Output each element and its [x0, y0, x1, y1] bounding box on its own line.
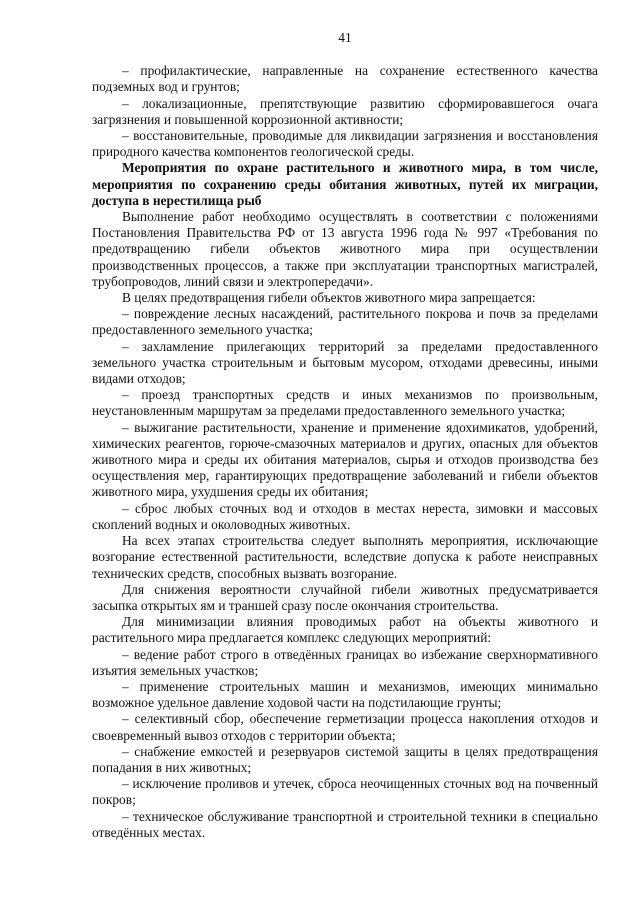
- paragraph: – восстановительные, проводимые для ликвидации загрязнения и восстановления природного качества компонентов геологической среды.: [92, 128, 598, 160]
- paragraph: – применение строительных машин и механизмов, имеющих минимально возможное удельное давление ходовой части на подстилающие грунты;: [92, 678, 598, 711]
- paragraph: – сброс любых сточных вод и отходов в местах нереста, зимовки и массовых скоплений водных и околоводных животных.: [92, 500, 598, 532]
- paragraph: – захламление прилегающих территорий за пределами предоставленного земельного участка строительным и бытовым мусором, отходами древесины, иными видами отходов;: [92, 338, 598, 387]
- paragraph: – исключение проливов и утечек, сброса неочищенных сточных вод на почвенный покров;: [92, 776, 598, 808]
- paragraph: – снабжение емкостей и резервуаров системой защиты в целях предотвращения попадания в них животных;: [92, 743, 598, 775]
- paragraph: – выжигание растительности, хранение и применение ядохимикатов, удобрений, химических реагентов, горюче-смазочных материалов и других, опасных для объектов животного мира и среды их обитания материалов, сырья и отходов производства без осуществления мер, гарантирующих предотвращение заболеваний и гибели объектов животного мира, ухудшения среды их обитания;: [92, 419, 598, 500]
- paragraph: Выполнение работ необходимо осуществлять в соответствии с положениями Постановления Правительства РФ от 13 августа 1996 года № 997 «Требования по предотвращению гибели объектов животного мира при осуществлении производственных процессов, а также при эксплуатации транспортных магистралей, трубопроводов, линий связи и электропередачи».: [92, 209, 598, 289]
- paragraph: Для минимизации влияния проводимых работ на объекты животного и растительного мира предлагается комплекс следующих мероприятий:: [92, 614, 598, 646]
- document-body: [92, 63, 598, 841]
- paragraph: Для снижения вероятности случайной гибели животных предусматривается засыпка открытых ям и траншей сразу после окончания строительства.: [92, 581, 598, 613]
- section-heading: Мероприятия по охране растительного и животного мира, в том числе, мероприятия по сохранению среды обитания животных, путей их миграции, доступа в нерестилища рыб: [92, 160, 598, 208]
- paragraph: – профилактические, направленные на сохранение естественного качества подземных вод и грунтов;: [92, 63, 598, 95]
- paragraph: На всех этапах строительства следует выполнять мероприятия, исключающие возгорание естественной растительности, вследствие допуска к работе неисправных технических средств, способных вызвать возгорание.: [92, 533, 598, 581]
- paragraph: – техническое обслуживание транспортной и строительной техники в специально отведённых местах.: [92, 808, 598, 840]
- paragraph: В целях предотвращения гибели объектов животного мира запрещается:: [122, 290, 536, 306]
- paragraph: – селективный сбор, обеспечение герметизации процесса накопления отходов и своевременный вывоз отходов с территории объекта;: [92, 711, 598, 743]
- page-number: 41: [338, 30, 352, 45]
- paragraph: – повреждение лесных насаждений, растительного покрова и почв за пределами предоставленного земельного участка;: [92, 306, 598, 338]
- paragraph: – проезд транспортных средств и иных механизмов по произвольным, неустановленным маршрутам за пределами предоставленного земельного участка;: [92, 387, 598, 419]
- document-page: [92, 30, 598, 841]
- paragraph: – ведение работ строго в отведённых границах во избежание сверхнормативного изъятия земельных участков;: [92, 646, 598, 678]
- paragraph: – локализационные, препятствующие развитию сформировавшегося очага загрязнения и повышенной коррозионной активности;: [92, 95, 598, 127]
